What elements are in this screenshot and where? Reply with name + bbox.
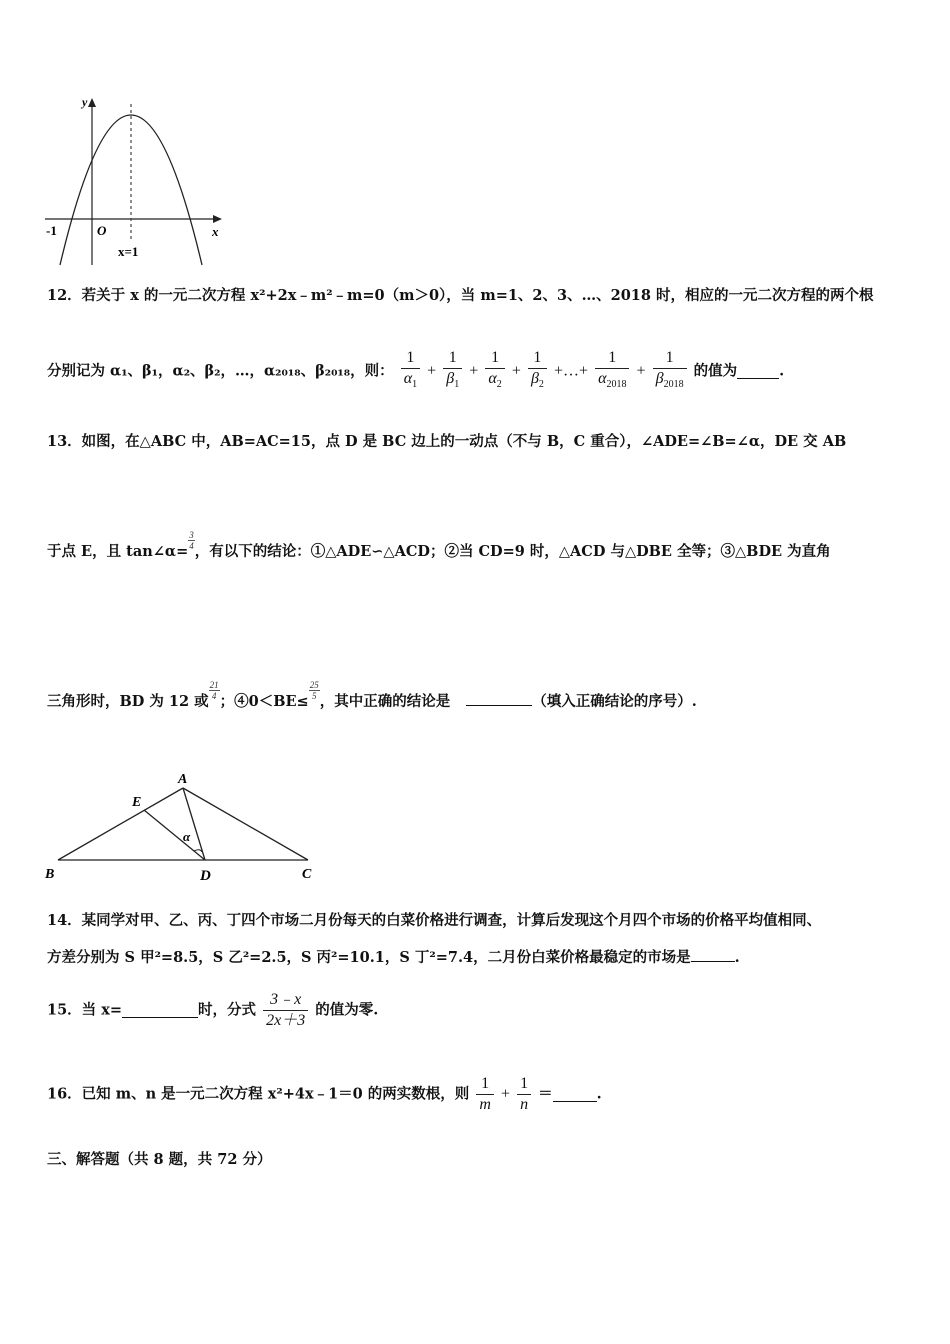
period: . xyxy=(596,1085,602,1103)
q13-line2 xyxy=(47,530,831,561)
answer-blank[interactable] xyxy=(553,1088,597,1102)
plus-sign: + xyxy=(501,1085,511,1103)
answer-blank[interactable] xyxy=(122,1004,198,1018)
be-fraction: $\frac{25}{5}$ xyxy=(309,680,319,701)
q12-line2-pre: 分别记为 α₁、β₁，α₂、β₂，…，α₂₀₁₈、β₂₀₁₈，则： xyxy=(47,362,394,380)
q13-line1: 13．如图，在△ABC 中，AB=AC=15，点 D 是 BC 边上的一动点（不与 B，C 重合），∠ADE=∠B=∠α，DE 交 AB xyxy=(47,433,847,450)
q16-line xyxy=(47,1074,602,1115)
vertex-a-label: A xyxy=(178,772,188,787)
q12-term-4: $\frac{1}{\beta_2}$ xyxy=(528,348,547,395)
q12-line2-post: 的值为 xyxy=(693,362,738,380)
vertex-d-label: D xyxy=(200,868,211,884)
parabola-graph xyxy=(40,90,235,270)
q12-term-2: $\frac{1}{\beta_1}$ xyxy=(443,348,462,395)
q12-line1: 12．若关于 x 的一元二次方程 x²+2x﹣m²﹣m=0（m＞0），当 m=1、2、3、…、2018 时，相应的一元二次方程的两个根 xyxy=(47,287,874,304)
answer-blank[interactable] xyxy=(691,948,735,962)
tan-fraction: $\frac{3}{4}$ xyxy=(189,530,194,551)
triangle-figure xyxy=(40,768,330,886)
plus-sign: + xyxy=(427,362,437,380)
q16-pre: 16．已知 m、n 是一元二次方程 x²+4x﹣1＝0 的两实数根，则 xyxy=(47,1085,470,1103)
q15-fraction: $\frac{3﹣x}{2x+3}$ xyxy=(263,990,308,1031)
q12-term-1: $\frac{1}{\alpha_1}$ xyxy=(401,348,420,395)
x-axis-label: x xyxy=(212,224,219,239)
q16-fraction-n: $\frac{1}{n}$ xyxy=(517,1074,531,1115)
q13-line3 xyxy=(47,680,697,711)
ellipsis-sign: +…+ xyxy=(553,362,589,380)
section-3-heading: 三、解答题（共 8 题，共 72 分） xyxy=(47,1151,272,1168)
segment-ab xyxy=(58,788,183,860)
q13-line3-b: ；④0＜BE≤ xyxy=(219,693,309,710)
y-axis-label: y xyxy=(82,95,88,109)
q15-pre: 15．当 x= xyxy=(47,1001,123,1019)
vertex-c-label: C xyxy=(302,867,312,882)
q13-line2-pre: 于点 E，且 tan∠α= xyxy=(47,543,189,560)
q14-line1: 14．某同学对甲、乙、丙、丁四个市场二月份每天的白菜价格进行调查，计算后发现这个月四个市场的价格平均值相同、 xyxy=(47,912,822,929)
q15-line xyxy=(47,990,378,1031)
minus-one-label: -1 xyxy=(46,223,57,238)
bd-fraction: $\frac{21}{4}$ xyxy=(209,680,219,701)
plus-sign: + xyxy=(511,362,521,380)
vertex-e-label: E xyxy=(132,795,142,810)
q12-term-5: $\frac{1}{\alpha_{2018}}$ xyxy=(595,348,629,395)
segment-de xyxy=(144,810,205,860)
period: . xyxy=(779,362,785,380)
q15-post: 的值为零. xyxy=(315,1001,379,1019)
q15-mid: 时，分式 xyxy=(198,1001,257,1019)
period: . xyxy=(734,949,740,966)
q12-line2 xyxy=(47,348,784,395)
q13-line3-a: 三角形时，BD 为 12 或 xyxy=(47,693,209,710)
q16-fraction-m: $\frac{1}{m}$ xyxy=(476,1074,494,1115)
answer-blank[interactable] xyxy=(466,692,532,706)
q13-line3-c: ，其中正确的结论是 xyxy=(319,693,451,710)
angle-alpha-label: α xyxy=(183,829,191,844)
equals-sign: ＝ xyxy=(538,1085,553,1103)
q13-line3-d: （填入正确结论的序号）. xyxy=(532,693,697,710)
plus-sign: + xyxy=(469,362,479,380)
answer-blank[interactable] xyxy=(737,365,779,379)
x-axis-arrow xyxy=(213,215,222,223)
origin-label: O xyxy=(97,223,107,238)
q14-line2 xyxy=(47,948,740,967)
q13-line2-post: ，有以下的结论：①△ADE∽△ACD；②当 CD=9 时，△ACD 与△DBE 全等；③△BDE 为直角 xyxy=(194,543,831,560)
q12-term-3: $\frac{1}{\alpha_2}$ xyxy=(485,348,504,395)
plus-sign: + xyxy=(636,362,646,380)
vertex-line-label: x=1 xyxy=(118,244,139,259)
q12-term-6: $\frac{1}{\beta_{2018}}$ xyxy=(653,348,687,395)
vertex-b-label: B xyxy=(45,867,55,882)
q14-line2-pre: 方差分别为 S 甲²=8.5，S 乙²=2.5，S 丙²=10.1，S 丁²=7.4，二月份白菜价格最稳定的市场是 xyxy=(47,949,691,966)
y-axis-arrow xyxy=(88,98,96,107)
